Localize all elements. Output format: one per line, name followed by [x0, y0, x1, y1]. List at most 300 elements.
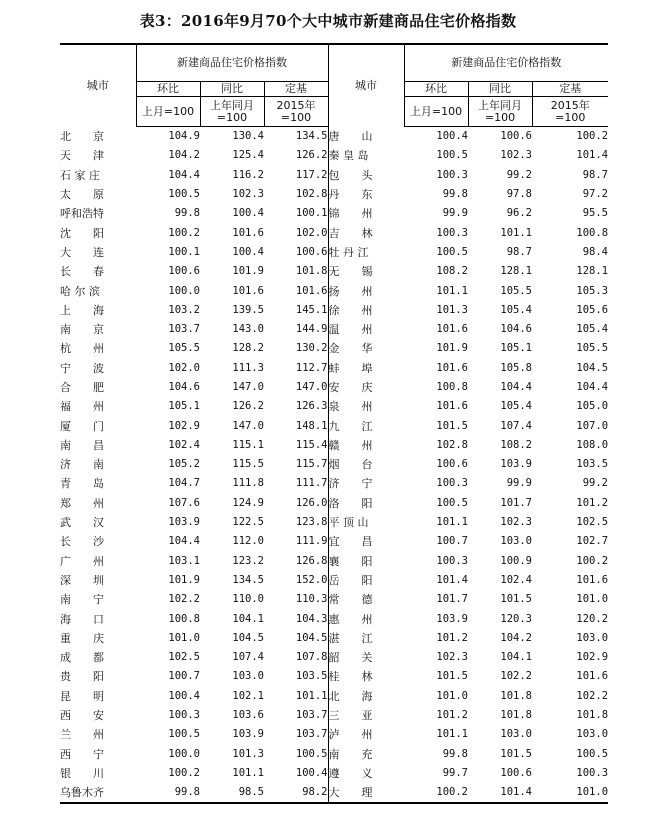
right-fixed-cell: 99.2	[582, 477, 609, 490]
right-city-cell: 韶 关	[328, 651, 373, 665]
left-fixed-cell: 145.1	[264, 301, 328, 320]
right-city-cell: 平 顶 山	[328, 516, 369, 530]
right-city-cell: 大 理	[328, 786, 373, 800]
left-mom-cell: 104.4	[168, 535, 200, 548]
left-yoy-cell: 123.2	[232, 554, 264, 567]
right-city-cell: 无 锡	[328, 265, 373, 279]
right-mom-cell: 101.6	[436, 400, 468, 413]
yoy-base-text: 上年同月=100	[478, 98, 522, 124]
left-fixed-cell: 102.8	[264, 185, 328, 204]
left-fixed-cell: 104.3	[264, 609, 328, 628]
left-yoy-cell: 100.4	[232, 207, 264, 220]
left-fixed-cell: 102.0	[264, 223, 328, 242]
left-city-cell: 南 京	[60, 323, 104, 337]
right-yoy-cell: 105.8	[500, 361, 532, 374]
right-fixed-cell: 105.4	[576, 323, 609, 336]
left-mom-cell: 100.6	[168, 265, 200, 278]
table-row	[60, 629, 608, 648]
right-fixed-cell: 104.5	[576, 361, 609, 374]
left-city-cell: 北 京	[60, 129, 104, 143]
page-title: 表3：2016年9月70个大中城市新建商品住宅价格指数	[139, 12, 517, 30]
right-mom-cell: 100.7	[436, 535, 468, 548]
left-mom-cell: 100.2	[168, 766, 200, 779]
left-fixed-cell: 98.2	[264, 783, 328, 803]
right-yoy-cell: 104.2	[500, 631, 532, 644]
table-row	[60, 146, 608, 165]
left-city-cell: 武 汉	[60, 516, 104, 530]
right-city-cell: 吉 林	[328, 226, 373, 240]
right-mom-cell: 101.4	[436, 573, 468, 586]
left-yoy-cell: 126.2	[232, 400, 264, 413]
right-city-cell: 常 德	[328, 593, 373, 607]
table-row	[60, 783, 608, 803]
table-row	[60, 262, 608, 281]
left-fixed-cell: 130.2	[264, 339, 328, 358]
right-mom-cell: 103.9	[436, 612, 468, 625]
table-row	[60, 494, 608, 513]
right-city-cell: 惠 州	[328, 612, 373, 626]
left-mom-cell: 100.5	[168, 728, 200, 741]
left-mom-cell: 103.7	[168, 323, 200, 336]
left-city-cell: 杭 州	[60, 342, 104, 356]
right-yoy-cell: 103.0	[500, 535, 532, 548]
right-mom-cell: 100.5	[436, 245, 468, 258]
right-mom-cell: 101.1	[436, 284, 468, 297]
right-city-cell: 泸 州	[328, 728, 373, 742]
right-city-cell: 三 亚	[328, 709, 373, 723]
right-fixed-cell: 101.0	[576, 786, 609, 799]
left-fixed-cell: 126.0	[264, 494, 328, 513]
right-mom-cell: 100.8	[436, 381, 468, 393]
left-yoy-cell: 111.3	[232, 361, 264, 374]
left-yoy-cell: 110.0	[232, 593, 264, 606]
table-row	[60, 648, 608, 667]
table-row	[60, 378, 608, 397]
right-fixed-cell: 100.5	[576, 747, 609, 760]
right-fixed-cell: 100.8	[576, 226, 609, 239]
right-city-cell: 安 庆	[328, 381, 373, 394]
left-yoy-cell: 103.6	[232, 709, 264, 722]
left-fixed-cell: 111.9	[264, 532, 328, 551]
left-mom-cell: 100.2	[168, 226, 200, 239]
left-city-cell: 海 口	[60, 612, 104, 626]
right-city-cell: 桂 林	[328, 670, 373, 684]
left-mom-cell: 104.9	[168, 130, 200, 143]
right-fixed-cell: 95.5	[582, 207, 609, 220]
right-mom-cell: 99.7	[442, 766, 468, 779]
right-yoy-cell: 103.9	[500, 458, 532, 471]
table-row	[60, 127, 608, 147]
left-fixed-cell: 112.7	[264, 359, 328, 378]
right-city-cell: 包 头	[328, 168, 373, 182]
left-city-cell: 宁 波	[60, 361, 104, 375]
left-fixed-cell: 126.2	[264, 146, 328, 165]
left-city-cell: 南 昌	[60, 438, 104, 452]
left-mom-cell: 102.0	[168, 361, 200, 374]
left-yoy-cell: 101.9	[232, 265, 264, 278]
right-yoy-cell: 102.3	[500, 149, 532, 162]
right-fixed-cell: 128.1	[576, 265, 609, 278]
left-fixed-cell: 103.7	[264, 725, 328, 744]
right-city-cell: 赣 州	[328, 438, 373, 452]
table-row	[60, 609, 608, 628]
left-fixed-cell: 117.2	[264, 166, 328, 185]
left-city-cell: 西 安	[60, 709, 104, 723]
right-mom-cell: 108.2	[436, 265, 468, 278]
right-city-cell: 金 华	[328, 342, 373, 356]
left-yoy-cell: 101.3	[232, 747, 264, 760]
right-fixed-cell: 97.2	[582, 188, 609, 201]
right-city-cell: 洛 阳	[328, 496, 373, 510]
right-fixed-cell: 103.0	[576, 728, 609, 741]
table-row	[60, 397, 608, 416]
table-row	[60, 764, 608, 783]
left-city-cell: 深 圳	[60, 573, 104, 587]
left-fixed-cell: 148.1	[264, 416, 328, 435]
right-city-cell: 济 宁	[328, 477, 373, 491]
left-yoy-header: 同比	[200, 82, 264, 97]
left-fixed-cell: 100.1	[264, 204, 328, 223]
right-yoy-cell: 105.1	[500, 342, 532, 355]
right-yoy-cell: 105.5	[500, 284, 532, 297]
right-fixed-cell: 102.5	[576, 516, 609, 529]
right-yoy-cell: 102.4	[500, 573, 532, 586]
left-yoy-cell: 103.0	[232, 670, 264, 683]
left-fixed-cell: 101.6	[264, 281, 328, 300]
table-row	[60, 745, 608, 764]
right-mom-cell: 101.6	[436, 361, 468, 374]
left-fixed-cell: 100.6	[264, 243, 328, 262]
right-yoy-base	[468, 97, 532, 127]
table-row	[60, 166, 608, 185]
right-fixed-cell: 102.2	[576, 689, 609, 702]
table-row	[60, 243, 608, 262]
right-yoy-cell: 100.6	[500, 766, 532, 779]
left-yoy-cell: 101.1	[232, 766, 264, 779]
left-yoy-base	[200, 97, 264, 127]
right-mom-cell: 102.8	[436, 438, 468, 451]
right-city-cell: 扬 州	[328, 284, 373, 298]
left-city-cell: 石 家 庄	[60, 168, 100, 182]
right-mom-cell: 101.2	[436, 631, 468, 644]
right-fixed-cell: 108.0	[576, 438, 609, 451]
table-row	[60, 667, 608, 686]
table-row	[60, 513, 608, 532]
right-yoy-cell: 97.8	[506, 188, 532, 201]
fixed-base-text: 2015年=100	[276, 98, 316, 124]
table-row	[60, 359, 608, 378]
right-city-cell: 南 充	[328, 747, 373, 761]
right-yoy-header: 同比	[468, 82, 532, 97]
left-fixed-cell: 104.5	[264, 629, 328, 648]
right-index-group-header: 新建商品住宅价格指数	[404, 44, 608, 82]
right-mom-cell: 101.3	[436, 303, 468, 316]
left-city-cell: 大 连	[60, 245, 104, 259]
left-city-cell: 青 岛	[60, 477, 104, 491]
right-mom-cell: 101.1	[436, 516, 468, 529]
left-city-cell: 济 南	[60, 458, 104, 472]
right-mom-cell: 102.3	[436, 651, 468, 664]
left-city-cell: 贵 阳	[60, 670, 104, 684]
left-yoy-cell: 100.4	[232, 245, 264, 258]
left-mom-cell: 101.9	[168, 573, 200, 586]
table-row	[60, 320, 608, 339]
right-fixed-cell: 105.5	[576, 342, 609, 355]
right-fixed-cell: 100.2	[576, 554, 609, 567]
left-mom-cell: 102.9	[168, 419, 200, 432]
left-mom-cell: 100.1	[168, 245, 200, 258]
left-yoy-cell: 112.0	[232, 535, 264, 548]
right-fixed-cell: 103.0	[576, 631, 609, 644]
left-city-cell: 乌鲁木齐	[60, 786, 104, 800]
left-yoy-cell: 115.1	[232, 438, 264, 451]
left-fixed-cell: 115.4	[264, 436, 328, 455]
right-yoy-cell: 103.0	[500, 728, 532, 741]
left-mom-cell: 100.0	[168, 284, 200, 297]
right-city-cell: 蚌 埠	[328, 361, 373, 375]
right-yoy-cell: 99.9	[506, 477, 532, 490]
left-city-cell: 重 庆	[60, 631, 104, 645]
left-yoy-cell: 111.8	[232, 477, 264, 490]
right-mom-cell: 101.1	[436, 728, 468, 741]
left-mom-cell: 100.7	[168, 670, 200, 683]
left-city-cell: 成 都	[60, 651, 104, 665]
right-fixed-cell: 104.4	[576, 381, 609, 393]
left-city-cell: 合 肥	[60, 381, 104, 394]
left-fixed-cell: 111.7	[264, 474, 328, 493]
right-yoy-cell: 101.1	[500, 226, 532, 239]
left-fixed-cell: 107.8	[264, 648, 328, 667]
table-row	[60, 436, 608, 455]
left-fixed-cell: 147.0	[264, 378, 328, 397]
table-row	[60, 590, 608, 609]
right-fixed-cell: 101.6	[576, 573, 609, 586]
right-yoy-cell: 100.9	[500, 554, 532, 567]
right-mom-cell: 100.3	[436, 226, 468, 239]
right-fixed-cell: 98.4	[582, 245, 609, 258]
left-fixed-cell: 144.9	[264, 320, 328, 339]
left-mom-cell: 99.8	[174, 207, 200, 220]
left-mom-cell: 104.6	[168, 381, 200, 393]
left-fixed-cell: 101.1	[264, 687, 328, 706]
table-row	[60, 223, 608, 242]
table-row	[60, 339, 608, 358]
right-city-cell: 烟 台	[328, 458, 373, 472]
price-index-table	[60, 43, 608, 804]
left-city-cell: 昆 明	[60, 689, 104, 703]
right-city-cell: 湛 江	[328, 631, 373, 645]
left-fixed-cell: 110.3	[264, 590, 328, 609]
right-mom-header: 环比	[404, 82, 468, 97]
left-yoy-cell: 101.6	[232, 284, 264, 297]
left-mom-cell: 100.0	[168, 747, 200, 760]
right-mom-cell: 101.2	[436, 709, 468, 722]
right-fixed-cell: 102.9	[576, 651, 609, 664]
left-mom-cell: 105.1	[168, 400, 200, 413]
left-mom-cell: 102.4	[168, 438, 200, 451]
left-city-header: 城市	[60, 44, 136, 127]
left-yoy-cell: 102.3	[232, 188, 264, 201]
right-yoy-cell: 101.8	[500, 709, 532, 722]
right-yoy-cell: 104.6	[500, 323, 532, 336]
right-yoy-cell: 101.8	[500, 689, 532, 702]
right-mom-cell: 100.3	[436, 477, 468, 490]
right-mom-cell: 101.5	[436, 670, 468, 683]
table-row	[60, 552, 608, 571]
right-yoy-cell: 107.4	[500, 419, 532, 432]
left-fixed-cell: 152.0	[264, 571, 328, 590]
right-fixed-cell: 98.7	[582, 168, 609, 181]
left-mom-cell: 105.5	[168, 342, 200, 355]
right-city-cell: 温 州	[328, 323, 373, 337]
left-city-cell: 太 原	[60, 188, 104, 202]
right-mom-cell: 101.7	[436, 593, 468, 606]
left-city-cell: 厦 门	[60, 419, 104, 433]
table-row	[60, 706, 608, 725]
table-row	[60, 687, 608, 706]
right-fixed-cell: 100.2	[576, 130, 609, 143]
fixed-base-text: 2015年=100	[550, 98, 590, 124]
left-yoy-cell: 147.0	[232, 381, 264, 393]
left-fixed-header: 定基	[264, 82, 328, 97]
left-yoy-cell: 139.5	[232, 303, 264, 316]
right-yoy-cell: 102.3	[500, 516, 532, 529]
left-fixed-cell: 100.5	[264, 745, 328, 764]
right-city-cell: 岳 阳	[328, 573, 373, 587]
left-fixed-base	[264, 97, 328, 127]
table-row	[60, 185, 608, 204]
right-city-cell: 襄 阳	[328, 554, 373, 568]
right-yoy-cell: 105.4	[500, 400, 532, 413]
right-yoy-cell: 128.1	[500, 265, 532, 278]
right-city-cell: 遵 义	[328, 766, 373, 780]
right-fixed-cell: 120.2	[576, 612, 609, 625]
right-mom-cell: 101.9	[436, 342, 468, 355]
left-fixed-cell: 134.5	[264, 127, 328, 147]
left-index-group-header: 新建商品住宅价格指数	[136, 44, 328, 82]
table-row	[60, 474, 608, 493]
right-city-cell: 九 江	[328, 419, 373, 433]
right-mom-cell: 101.0	[436, 689, 468, 702]
right-fixed-cell: 101.4	[576, 149, 609, 162]
right-mom-cell: 100.5	[436, 149, 468, 162]
left-fixed-cell: 123.8	[264, 513, 328, 532]
left-mom-cell: 103.2	[168, 303, 200, 316]
right-yoy-cell: 105.4	[500, 303, 532, 316]
left-yoy-cell: 107.4	[232, 651, 264, 664]
left-city-cell: 哈 尔 滨	[60, 284, 100, 298]
left-yoy-cell: 124.9	[232, 496, 264, 509]
left-city-cell: 长 春	[60, 265, 104, 279]
right-fixed-cell: 100.3	[576, 766, 609, 779]
right-mom-cell: 101.5	[436, 419, 468, 432]
right-mom-cell: 99.8	[442, 188, 468, 201]
right-yoy-cell: 108.2	[500, 438, 532, 451]
left-mom-base: 上月=100	[136, 97, 200, 127]
left-yoy-cell: 134.5	[232, 573, 264, 586]
right-fixed-cell: 103.5	[576, 458, 609, 471]
left-yoy-cell: 102.1	[232, 689, 264, 702]
right-city-cell: 牡 丹 江	[328, 245, 369, 259]
left-fixed-cell: 126.8	[264, 552, 328, 571]
right-fixed-cell: 105.0	[576, 400, 609, 413]
left-city-cell: 郑 州	[60, 496, 104, 510]
left-city-cell: 呼和浩特	[60, 207, 104, 221]
right-yoy-cell: 100.6	[500, 130, 532, 143]
left-yoy-cell: 147.0	[232, 419, 264, 432]
right-mom-cell: 100.4	[436, 130, 468, 143]
right-city-header: 城市	[328, 44, 404, 127]
left-fixed-cell: 115.7	[264, 455, 328, 474]
right-yoy-cell: 101.7	[500, 496, 532, 509]
left-mom-cell: 100.5	[168, 188, 200, 201]
right-city-cell: 唐 山	[328, 129, 373, 143]
left-city-cell: 南 宁	[60, 593, 104, 607]
right-fixed-cell: 101.2	[576, 496, 609, 509]
right-mom-base: 上月=100	[404, 97, 468, 127]
right-yoy-cell: 101.4	[500, 786, 532, 799]
right-fixed-header: 定基	[532, 82, 608, 97]
right-fixed-cell: 107.0	[576, 419, 609, 432]
table-row	[60, 455, 608, 474]
left-mom-cell: 100.4	[168, 689, 200, 702]
left-mom-cell: 100.3	[168, 709, 200, 722]
left-fixed-cell: 103.7	[264, 706, 328, 725]
right-mom-cell: 100.5	[436, 496, 468, 509]
right-fixed-cell: 101.8	[576, 709, 609, 722]
left-mom-cell: 100.8	[168, 612, 200, 625]
left-fixed-cell: 101.8	[264, 262, 328, 281]
right-yoy-cell: 101.5	[500, 593, 532, 606]
left-mom-cell: 104.4	[168, 168, 200, 181]
right-fixed-base	[532, 97, 608, 127]
right-yoy-cell: 120.3	[500, 612, 532, 625]
table-row	[60, 416, 608, 435]
right-city-cell: 丹 东	[328, 188, 373, 202]
left-fixed-cell: 103.5	[264, 667, 328, 686]
right-city-cell: 泉 州	[328, 400, 373, 414]
right-city-cell: 锦 州	[328, 207, 373, 221]
right-mom-cell: 100.6	[436, 458, 468, 471]
left-mom-cell: 99.8	[174, 786, 200, 799]
right-yoy-cell: 96.2	[506, 207, 532, 220]
right-fixed-cell: 102.7	[576, 535, 609, 548]
left-yoy-cell: 116.2	[232, 168, 264, 181]
right-mom-cell: 100.3	[436, 168, 468, 181]
left-yoy-cell: 125.4	[232, 149, 264, 162]
table-row	[60, 571, 608, 590]
right-mom-cell: 99.8	[442, 747, 468, 760]
left-mom-cell: 101.0	[168, 631, 200, 644]
left-yoy-cell: 98.5	[238, 786, 264, 799]
left-mom-cell: 104.7	[168, 477, 200, 490]
left-mom-cell: 105.2	[168, 458, 200, 471]
left-yoy-cell: 101.6	[232, 226, 264, 239]
right-yoy-cell: 104.1	[500, 651, 532, 664]
left-city-cell: 上 海	[60, 303, 104, 317]
left-city-cell: 沈 阳	[60, 226, 104, 240]
right-yoy-cell: 101.5	[500, 747, 532, 760]
left-city-cell: 长 沙	[60, 535, 104, 549]
left-yoy-cell: 104.5	[232, 631, 264, 644]
left-yoy-cell: 104.1	[232, 612, 264, 625]
left-mom-cell: 102.5	[168, 651, 200, 664]
right-mom-cell: 99.9	[442, 207, 468, 220]
left-yoy-cell: 130.4	[232, 130, 264, 143]
left-mom-header: 环比	[136, 82, 200, 97]
right-city-cell: 北 海	[328, 689, 373, 703]
left-yoy-cell: 143.0	[232, 323, 264, 336]
